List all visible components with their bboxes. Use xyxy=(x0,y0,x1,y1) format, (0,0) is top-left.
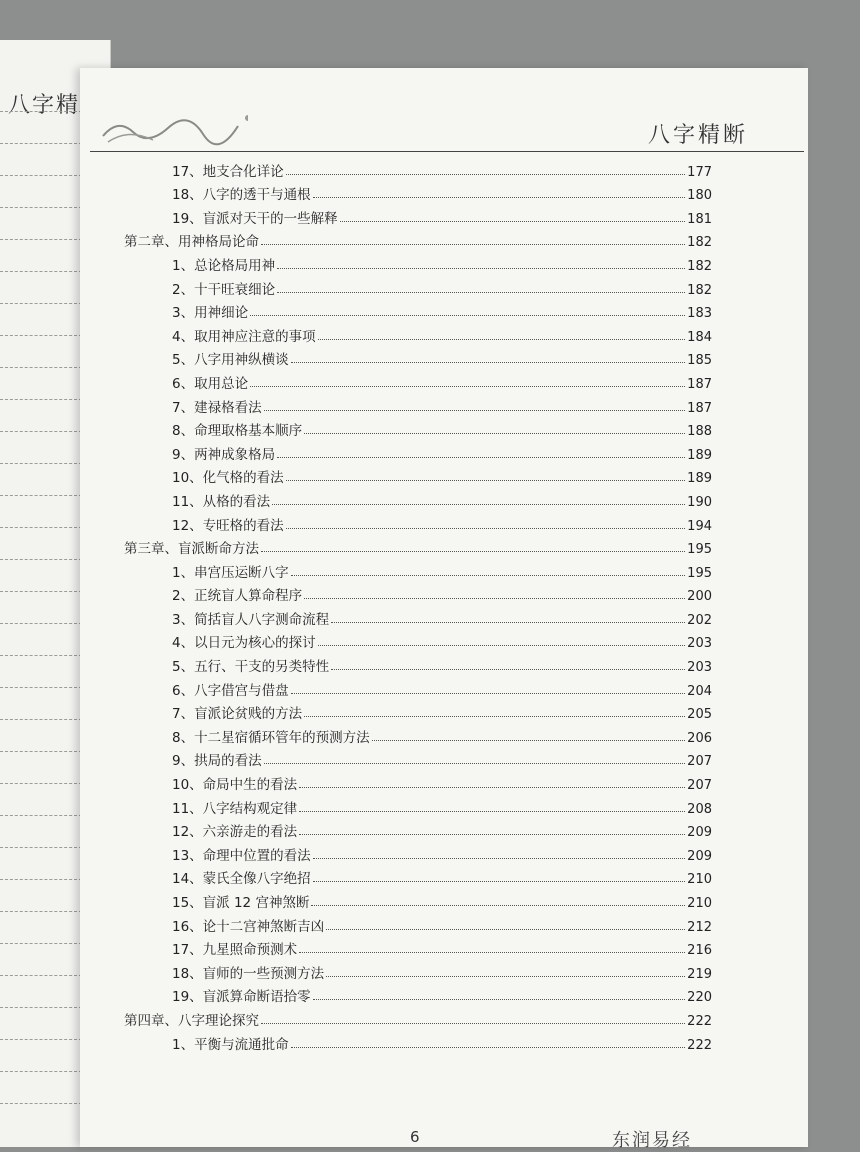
toc-entry-label: 第四章、八字理论探究 xyxy=(124,1012,259,1029)
toc-entry-page: 212 xyxy=(687,919,712,935)
toc-entry-page: 206 xyxy=(687,730,712,746)
toc-entry-label: 15、盲派 12 宫神煞断 xyxy=(172,895,310,911)
toc-entry-label: 13、命理中位置的看法 xyxy=(172,847,311,864)
toc-section-entry xyxy=(120,699,712,723)
toc-section-entry xyxy=(120,180,712,204)
toc-entry-page: 209 xyxy=(687,825,712,841)
toc-entry-page: 220 xyxy=(687,990,712,1006)
toc-entry-label: 18、八字的透干与通根 xyxy=(172,187,311,204)
toc-entry-label: 17、地支合化详论 xyxy=(172,163,284,180)
toc-leader-dots xyxy=(313,197,685,198)
toc-section-entry xyxy=(120,345,712,369)
toc-section-entry xyxy=(120,958,712,982)
toc-section-entry xyxy=(120,557,712,581)
toc-section-entry xyxy=(120,486,712,510)
toc-entry-page: 207 xyxy=(687,754,712,770)
toc-entry-page: 210 xyxy=(687,896,712,911)
toc-entry-label: 18、盲师的一些预测方法 xyxy=(172,965,325,982)
toc-entry-label: 12、六亲游走的看法 xyxy=(172,824,298,841)
toc-entry-page: 187 xyxy=(687,376,712,392)
toc-chapter-entry xyxy=(120,534,712,558)
underlying-page-lines xyxy=(0,80,90,1104)
toc-entry-page: 182 xyxy=(687,235,712,251)
toc-section-entry xyxy=(120,935,712,959)
toc-entry-label: 5、八字用神纵横谈 xyxy=(172,352,289,369)
toc-section-entry xyxy=(120,651,712,675)
toc-leader-dots xyxy=(286,174,685,175)
toc-section-entry xyxy=(120,746,712,770)
toc-leader-dots xyxy=(331,622,685,623)
toc-entry-page: 180 xyxy=(687,188,712,204)
toc-entry-page: 195 xyxy=(687,542,712,558)
toc-entry-page: 188 xyxy=(687,424,712,440)
toc-section-entry xyxy=(120,887,712,911)
toc-section-entry xyxy=(120,817,712,841)
toc-leader-dots xyxy=(304,433,685,434)
toc-leader-dots xyxy=(299,834,685,835)
toc-entry-label: 6、八字借宫与借盘 xyxy=(172,682,289,699)
toc-section-entry xyxy=(120,1029,712,1053)
under-page-title: 八字精 xyxy=(8,93,81,118)
toc-entry-label: 7、盲派论贫贱的方法 xyxy=(172,706,303,723)
toc-leader-dots xyxy=(318,645,686,646)
toc-entry-label: 9、两神成象格局 xyxy=(172,446,276,463)
toc-leader-dots xyxy=(299,952,685,953)
toc-leader-dots xyxy=(261,1023,685,1024)
toc-entry-label: 9、拱局的看法 xyxy=(172,753,262,770)
toc-entry-page: 177 xyxy=(687,164,712,180)
toc-leader-dots xyxy=(304,716,685,717)
toc-entry-page: 184 xyxy=(687,329,712,345)
toc-section-entry xyxy=(120,439,712,463)
toc-entry-label: 14、蒙氏全像八字绝招 xyxy=(172,871,311,888)
toc-entry-page: 216 xyxy=(687,943,712,959)
toc-entry-page: 182 xyxy=(687,282,712,298)
toc-entry-label: 5、五行、干支的另类特性 xyxy=(172,659,330,676)
toc-entry-page: 204 xyxy=(687,683,712,699)
header-rule xyxy=(90,151,804,152)
toc-section-entry xyxy=(120,769,712,793)
toc-entry-label: 7、建禄格看法 xyxy=(172,399,262,416)
toc-section-entry xyxy=(120,203,712,227)
toc-section-entry xyxy=(120,793,712,817)
toc-section-entry xyxy=(120,156,712,180)
toc-leader-dots xyxy=(264,763,686,764)
toc-leader-dots xyxy=(299,787,685,788)
publisher-name: 东润易经 xyxy=(612,1130,692,1151)
toc-section-entry xyxy=(120,840,712,864)
toc-leader-dots xyxy=(372,740,686,741)
toc-entry-page: 209 xyxy=(687,848,712,864)
toc-entry-label: 10、命局中生的看法 xyxy=(172,777,298,794)
toc-section-entry xyxy=(120,722,712,746)
toc-entry-label: 6、取用总论 xyxy=(172,375,249,392)
toc-leader-dots xyxy=(277,457,685,458)
toc-leader-dots xyxy=(326,929,685,930)
toc-leader-dots xyxy=(311,905,685,906)
toc-entry-page: 203 xyxy=(687,636,712,652)
toc-entry-label: 4、以日元为核心的探讨 xyxy=(172,635,316,652)
toc-leader-dots xyxy=(261,244,685,245)
toc-leader-dots xyxy=(264,410,686,411)
toc-entry-page: 205 xyxy=(687,707,712,723)
toc-entry-label: 8、十二星宿循环管年的预测方法 xyxy=(172,729,370,746)
toc-entry-page: 203 xyxy=(687,660,712,676)
toc-section-entry xyxy=(120,416,712,440)
toc-entry-label: 11、从格的看法 xyxy=(172,493,271,510)
toc-entry-page: 187 xyxy=(687,400,712,416)
toc-entry-page: 181 xyxy=(687,211,712,227)
toc-leader-dots xyxy=(299,811,685,812)
toc-leader-dots xyxy=(250,315,685,316)
toc-entry-page: 185 xyxy=(687,353,712,369)
toc-entry-label: 8、命理取格基本顺序 xyxy=(172,423,303,440)
toc-leader-dots xyxy=(286,480,685,481)
toc-entry-label: 19、盲派对天干的一些解释 xyxy=(172,210,338,227)
toc-entry-page: 208 xyxy=(687,801,712,817)
toc-entry-label: 1、串宫压运断八字 xyxy=(172,564,289,581)
running-title: 八字精断 xyxy=(647,123,748,148)
toc-entry-label: 第三章、盲派断命方法 xyxy=(124,541,259,558)
toc-entry-page: 189 xyxy=(687,471,712,487)
toc-section-entry xyxy=(120,321,712,345)
toc-entry-label: 10、化气格的看法 xyxy=(172,470,284,487)
toc-entry-label: 11、八字结构观定律 xyxy=(172,800,298,817)
toc-leader-dots xyxy=(340,221,685,222)
toc-entry-page: 222 xyxy=(687,1013,712,1029)
toc-section-entry xyxy=(120,675,712,699)
toc-leader-dots xyxy=(277,268,685,269)
toc-entry-label: 12、专旺格的看法 xyxy=(172,517,284,534)
toc-entry-page: 182 xyxy=(687,258,712,274)
toc-chapter-entry xyxy=(120,1005,712,1029)
toc-entry-page: 190 xyxy=(687,494,712,510)
page-number: 6 xyxy=(410,1128,420,1146)
toc-entry-label: 4、取用神应注意的事项 xyxy=(172,328,316,345)
table-of-contents xyxy=(120,156,712,1053)
toc-entry-page: 200 xyxy=(687,589,712,605)
toc-section-entry xyxy=(120,864,712,888)
toc-leader-dots xyxy=(250,386,685,387)
toc-leader-dots xyxy=(272,504,685,505)
toc-leader-dots xyxy=(286,528,685,529)
toc-entry-label: 17、九星照命预测术 xyxy=(172,942,298,959)
toc-section-entry xyxy=(120,628,712,652)
toc-leader-dots xyxy=(304,598,685,599)
toc-section-entry xyxy=(120,250,712,274)
toc-entry-label: 1、总论格局用神 xyxy=(172,257,276,274)
toc-entry-label: 1、平衡与流通批命 xyxy=(172,1036,289,1053)
toc-section-entry xyxy=(120,510,712,534)
toc-section-entry xyxy=(120,581,712,605)
toc-entry-label: 3、用神细论 xyxy=(172,305,249,322)
toc-leader-dots xyxy=(261,551,685,552)
toc-leader-dots xyxy=(291,1047,686,1048)
toc-section-entry xyxy=(120,604,712,628)
toc-entry-page: 210 xyxy=(687,872,712,888)
toc-section-entry xyxy=(120,911,712,935)
toc-entry-page: 194 xyxy=(687,518,712,534)
toc-section-entry xyxy=(120,463,712,487)
toc-entry-page: 222 xyxy=(687,1037,712,1053)
toc-entry-page: 195 xyxy=(687,565,712,581)
toc-entry-page: 207 xyxy=(687,778,712,794)
toc-leader-dots xyxy=(326,976,685,977)
toc-leader-dots xyxy=(313,858,685,859)
toc-leader-dots xyxy=(291,575,686,576)
toc-entry-page: 189 xyxy=(687,447,712,463)
toc-section-entry xyxy=(120,982,712,1006)
toc-entry-label: 19、盲派算命断语拾零 xyxy=(172,989,311,1006)
toc-leader-dots xyxy=(291,362,686,363)
toc-entry-label: 3、简括盲人八字测命流程 xyxy=(172,611,330,628)
toc-entry-label: 2、正统盲人算命程序 xyxy=(172,588,303,605)
toc-entry-label: 第二章、用神格局论命 xyxy=(124,234,259,251)
toc-leader-dots xyxy=(318,339,686,340)
toc-leader-dots xyxy=(313,881,685,882)
toc-chapter-entry xyxy=(120,227,712,251)
toc-section-entry xyxy=(120,368,712,392)
toc-leader-dots xyxy=(277,292,685,293)
toc-entry-page: 202 xyxy=(687,612,712,628)
toc-leader-dots xyxy=(291,693,686,694)
toc-section-entry xyxy=(120,274,712,298)
toc-entry-label: 16、论十二宫神煞断吉凶 xyxy=(172,918,325,935)
toc-leader-dots xyxy=(313,999,685,1000)
decorative-logo-icon xyxy=(98,98,248,146)
toc-section-entry xyxy=(120,298,712,322)
toc-entry-page: 219 xyxy=(687,966,712,982)
toc-entry-page: 183 xyxy=(687,306,712,322)
toc-leader-dots xyxy=(331,669,685,670)
toc-section-entry xyxy=(120,392,712,416)
toc-entry-label: 2、十干旺衰细论 xyxy=(172,281,276,298)
